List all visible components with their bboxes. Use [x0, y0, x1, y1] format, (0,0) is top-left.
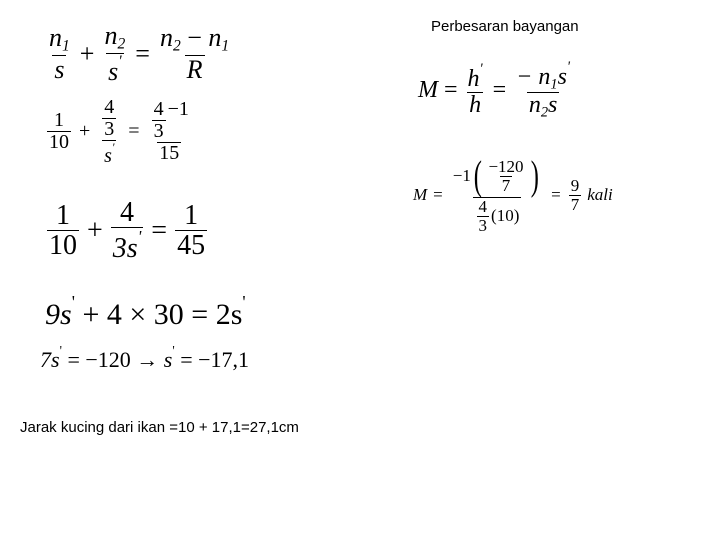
fraction-4-3-over-s-prime: $\frac{\frac{4}{3}}{s'}$ [104, 96, 115, 167]
plus-sign: + [79, 38, 95, 68]
equals-sign: = [128, 120, 140, 143]
plus-sign: + [87, 214, 103, 246]
fraction-n2-over-s-prime: $\frac{n_2}{s'}$ [104, 21, 126, 87]
equation-substitution [45, 97, 193, 167]
equation-simplified [45, 198, 209, 264]
arrow-icon: → [136, 346, 159, 372]
fraction-1-over-10: $\frac{1}{10}$ [49, 109, 69, 154]
page-title: Perbesaran bayangan [431, 18, 579, 35]
plus-sign: + [79, 120, 91, 143]
equation-solution: 7s' = −120 → s' = −17,1 [40, 343, 250, 372]
equation-magnification-result: M = −1 ( $\frac{-120}{7}$ ) $\frac{4}{3}$ (10) = $\frac{9}{7}$ kali [413, 153, 613, 235]
fraction-n-diff-over-R: $\frac{n_2 - n_1}{R}$ [159, 23, 230, 85]
fraction-1-over-45: $\frac{1}{45}$ [177, 200, 206, 262]
fraction-h-prime-over-h: $\frac{h'}{h}$ [467, 61, 483, 119]
fraction-magnification-compound: −1 ( $\frac{-120}{7}$ ) $\frac{4}{3}$ (10) [452, 153, 539, 235]
fraction-4-over-3s-prime: $\frac{4}{3s'}$ [112, 197, 142, 265]
conclusion-text: Jarak kucing dari ikan =10 + 17,1=27,1cm [20, 419, 299, 436]
fraction-n1-over-s: $\frac{n_1}{s}$ [49, 23, 70, 85]
equals-sign: = [135, 38, 150, 68]
equation-cross-multiplied: 9s' + 4 × 30 = 2s' [45, 292, 246, 332]
equation-magnification: M = $\frac{h'}{h}$ = $\frac{- n_1s'}{n_2s}$ [418, 59, 570, 121]
equals-sign: = [151, 214, 168, 246]
fraction-9-over-7: $\frac{9}{7}$ [570, 175, 580, 214]
fraction-1-over-10: $\frac{1}{10}$ [49, 200, 77, 262]
fraction-4-3-minus-1-over-15: $\frac{4}{3}$ −1 15 [153, 98, 189, 165]
equation-lens-formula [45, 22, 233, 85]
fraction-n1s-prime-over-n2s: $\frac{- n_1s'}{n_2s}$ [516, 59, 570, 121]
